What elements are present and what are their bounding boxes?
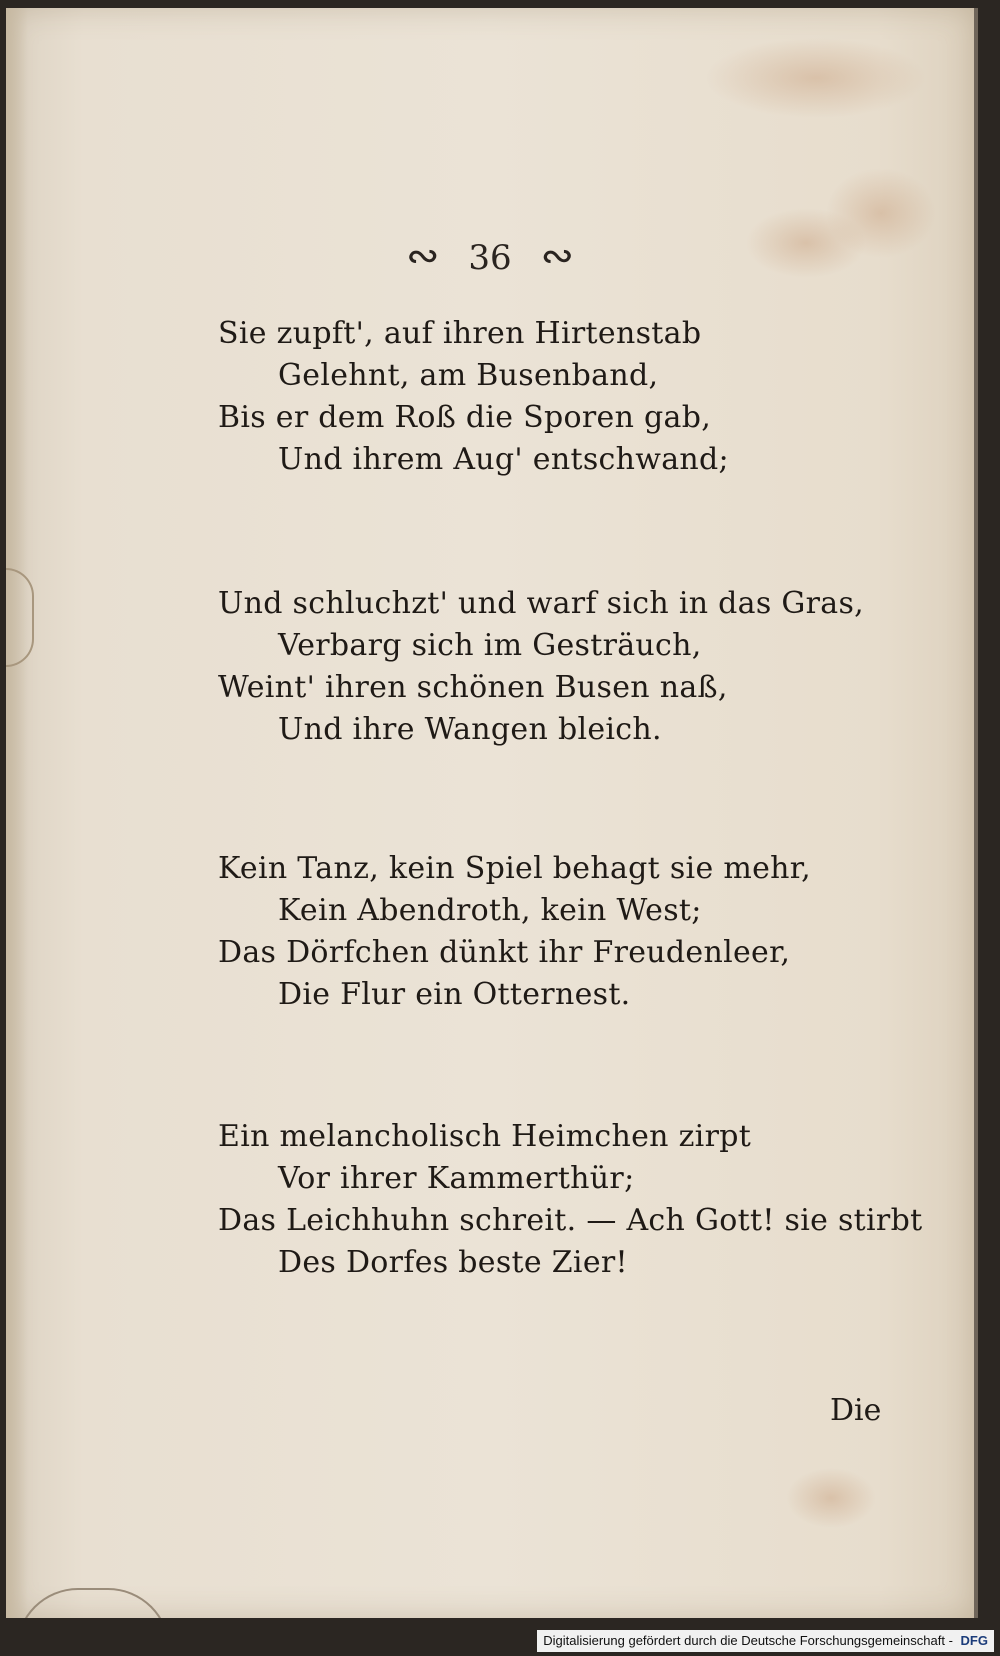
verse-line: Vor ihrer Kammerthür; [278,1161,635,1196]
verse-line: Sie zupft', auf ihren Hirtenstab [218,316,702,351]
page-header [6,233,974,279]
verse-line: Weint' ihren schönen Busen naß, [218,670,728,705]
verse-line: Kein Tanz, kein Spiel behagt sie mehr, [218,851,811,886]
dfg-logo: DFG [960,1633,988,1648]
stanza-1 [218,313,729,481]
stain [786,1468,876,1528]
stanza-3 [218,848,811,1016]
verse-line: Das Dörfchen dünkt ihr Freudenleer, [218,935,791,970]
footer-bar [0,1618,1000,1656]
verse-line: Die Flur ein Otternest. [278,977,631,1012]
book-page [6,8,978,1618]
verse-line: Des Dorfes beste Zier! [278,1245,628,1280]
stain [706,38,926,118]
stanza-2 [218,583,864,751]
catchword: Die [830,1393,882,1428]
verse-line: Ein melancholisch Heimchen zirpt [218,1119,752,1154]
verse-line: Gelehnt, am Busenband, [278,358,659,393]
page-number: 36 [468,238,512,278]
page-notch [6,568,34,667]
credit-text: Digitalisierung gefördert durch die Deutsche Forschungsgemeinschaft - [543,1633,953,1648]
verse-line: Und schluchzt' und warf sich in das Gras, [218,586,865,621]
verse-line: Bis er dem Roß die Sporen gab, [218,400,712,435]
stanza-4 [218,1116,922,1284]
verse-line: Und ihre Wangen bleich. [278,712,662,747]
ornament-right: ∾ [540,233,574,279]
credit-banner [537,1630,994,1652]
verse-line: Und ihrem Aug' entschwand; [278,442,729,477]
verse-line: Kein Abendroth, kein West; [278,893,702,928]
verse-line: Verbarg sich im Gesträuch, [278,628,702,663]
ornament-left: ∾ [406,233,440,279]
verse-line: Das Leichhuhn schreit. — Ach Gott! sie stirbt [218,1203,923,1238]
